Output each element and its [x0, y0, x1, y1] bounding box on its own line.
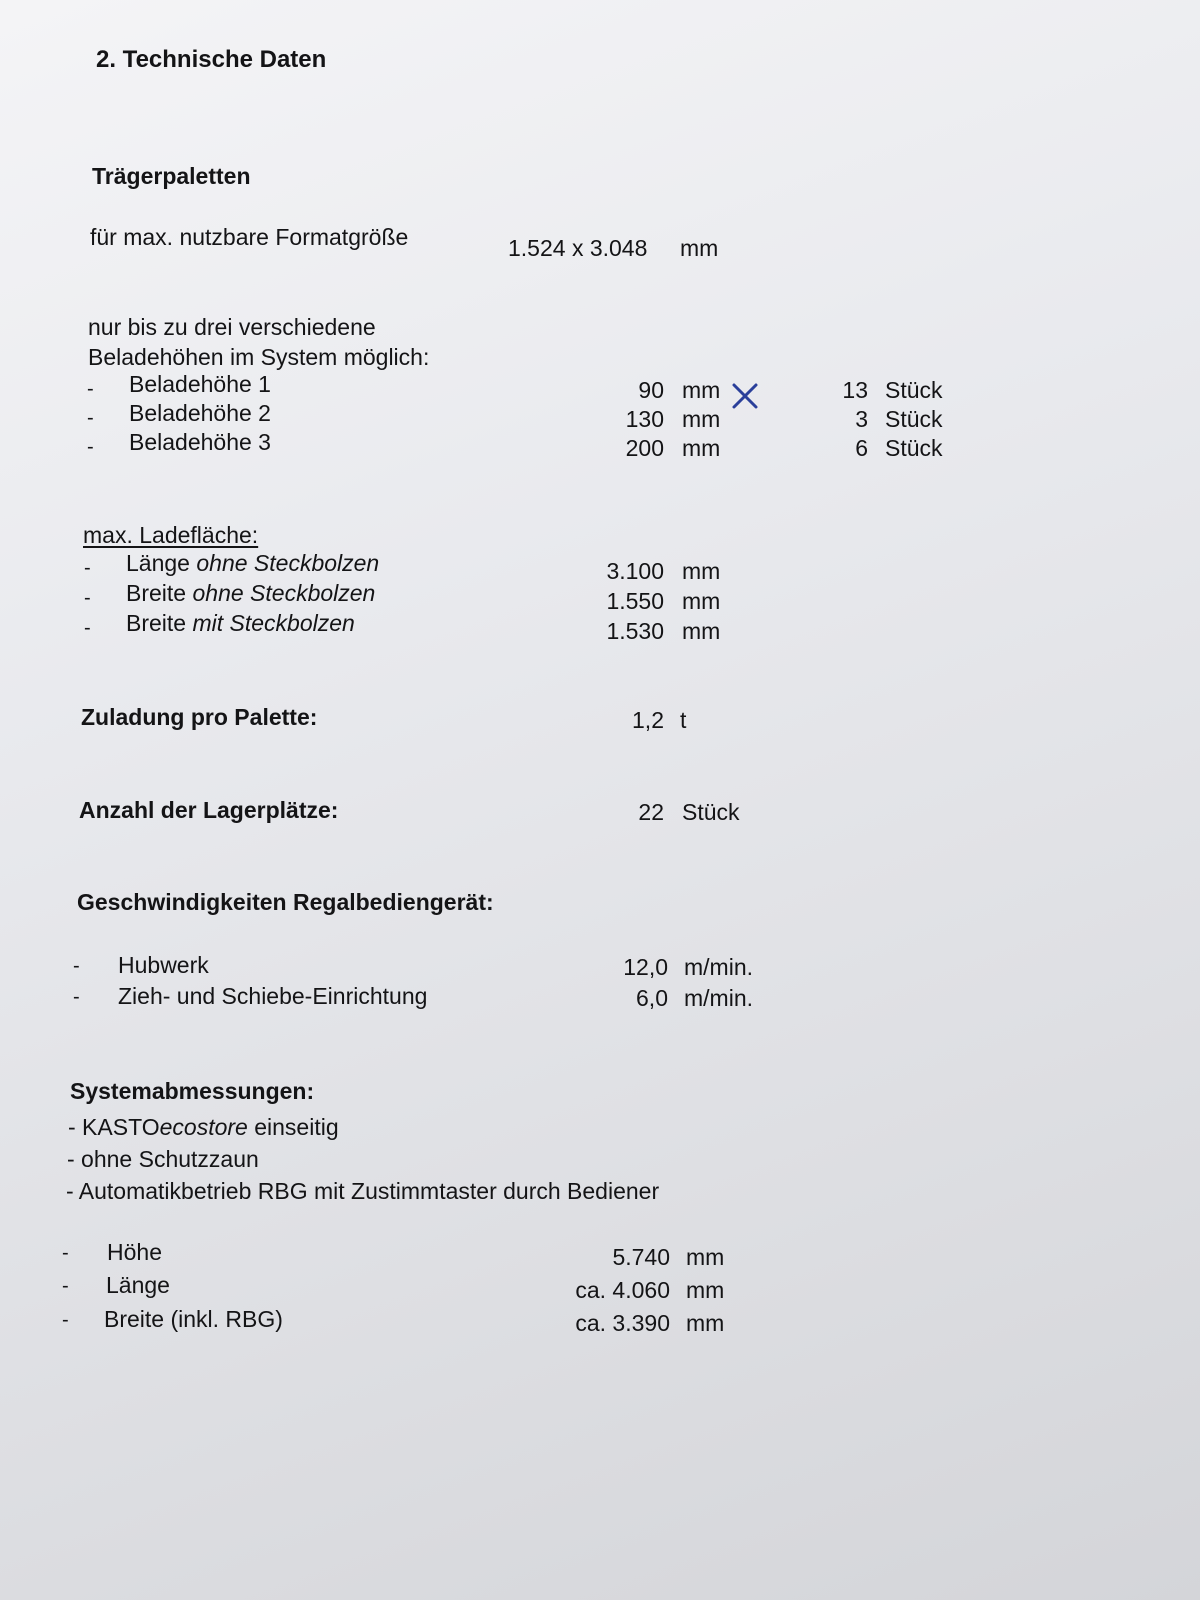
- beladehoehe-2-value: 130: [625, 406, 664, 432]
- ladeflaeche-item-qualifier: mit Steckbolzen: [192, 610, 355, 636]
- format-unit: mm: [680, 235, 719, 261]
- zuladung-label: Zuladung pro Palette:: [81, 704, 318, 730]
- laenge-unit: mm: [686, 1277, 725, 1303]
- hubwerk-label: Hubwerk: [118, 952, 209, 978]
- beladehoehe-3-label: Beladehöhe 3: [129, 429, 271, 455]
- system-line-prefix: - KASTO: [68, 1114, 160, 1140]
- ladeflaeche-item-breite-ohne: [126, 579, 375, 607]
- hubwerk-unit: m/min.: [684, 954, 753, 980]
- zuladung-value: 1,2: [632, 707, 664, 733]
- list-dash: -: [87, 436, 94, 458]
- beladehoehe-1-value: 90: [638, 377, 664, 403]
- beladehoehe-2-unit: mm: [682, 406, 721, 432]
- list-dash: -: [73, 955, 80, 977]
- beladehoehe-1-count-unit: Stück: [885, 377, 943, 403]
- traegerpaletten-title: Trägerpaletten: [92, 163, 251, 189]
- ladeflaeche-item-label: Breite: [126, 610, 193, 636]
- system-line-brand: ecostore: [159, 1114, 248, 1140]
- format-label: für max. nutzbare Formatgröße: [90, 224, 409, 250]
- ladeflaeche-item-qualifier: ohne Steckbolzen: [192, 580, 376, 606]
- ladeflaeche-item-label: Länge: [126, 550, 197, 576]
- systemabmessungen-title: Systemabmessungen:: [70, 1078, 315, 1104]
- beladehoehe-2-label: Beladehöhe 2: [129, 400, 271, 426]
- zieh-schiebe-label: Zieh- und Schiebe-Einrichtung: [118, 983, 428, 1009]
- ladeflaeche-laenge-value: 3.100: [606, 558, 664, 584]
- hoehe-unit: mm: [686, 1244, 725, 1270]
- beladehoehe-3-count-unit: Stück: [885, 435, 943, 461]
- list-dash: -: [87, 407, 94, 429]
- list-dash: -: [62, 1242, 69, 1264]
- list-dash: -: [84, 617, 91, 639]
- list-dash: -: [73, 986, 80, 1008]
- zieh-schiebe-value: 6,0: [636, 985, 668, 1011]
- beladehoehe-3-unit: mm: [682, 435, 721, 461]
- hoehe-value: 5.740: [612, 1244, 670, 1270]
- list-dash: -: [87, 378, 94, 400]
- cross-mark-icon: [731, 382, 759, 410]
- ladeflaeche-laenge-unit: mm: [682, 558, 721, 584]
- ladeflaeche-item-label: Breite: [126, 580, 193, 606]
- beladehoehe-1-count: 13: [842, 377, 868, 403]
- beladehoehen-intro-1: nur bis zu drei verschiedene: [88, 314, 376, 340]
- lagerplaetze-value: 22: [638, 799, 664, 825]
- ladeflaeche-item-qualifier: ohne Steckbolzen: [196, 550, 380, 576]
- lagerplaetze-unit: Stück: [682, 799, 740, 825]
- list-dash: -: [84, 557, 91, 579]
- ladeflaeche-title: max. Ladefläche:: [83, 522, 259, 548]
- zuladung-unit: t: [680, 707, 687, 733]
- system-line-automatik: - Automatikbetrieb RBG mit Zustimmtaster durch Bediener: [66, 1178, 660, 1204]
- beladehoehe-3-value: 200: [625, 435, 664, 461]
- system-line-schutzzaun: - ohne Schutzzaun: [67, 1146, 259, 1172]
- breite-unit: mm: [686, 1310, 725, 1336]
- section-heading: 2. Technische Daten: [96, 46, 327, 73]
- format-value: 1.524 x 3.048: [508, 235, 648, 261]
- ladeflaeche-item-laenge: [126, 549, 379, 577]
- list-dash: -: [62, 1275, 69, 1297]
- list-dash: -: [84, 587, 91, 609]
- ladeflaeche-breite-ohne-unit: mm: [682, 588, 721, 614]
- beladehoehe-3-count: 6: [855, 435, 868, 461]
- lagerplaetze-label: Anzahl der Lagerplätze:: [79, 797, 339, 823]
- ladeflaeche-item-breite-mit: [126, 609, 355, 637]
- ladeflaeche-breite-ohne-value: 1.550: [606, 588, 664, 614]
- hubwerk-value: 12,0: [623, 954, 668, 980]
- laenge-value: ca. 4.060: [575, 1277, 670, 1303]
- laenge-label: Länge: [106, 1272, 170, 1298]
- ladeflaeche-breite-mit-unit: mm: [682, 618, 721, 644]
- beladehoehe-1-label: Beladehöhe 1: [129, 371, 271, 397]
- beladehoehe-2-count-unit: Stück: [885, 406, 943, 432]
- list-dash: -: [62, 1309, 69, 1331]
- breite-label: Breite (inkl. RBG): [104, 1306, 283, 1332]
- geschwindigkeiten-title: Geschwindigkeiten Regalbediengerät:: [77, 889, 494, 915]
- zieh-schiebe-unit: m/min.: [684, 985, 753, 1011]
- beladehoehe-1-unit: mm: [682, 377, 721, 403]
- ladeflaeche-breite-mit-value: 1.530: [606, 618, 664, 644]
- hoehe-label: Höhe: [107, 1239, 162, 1265]
- beladehoehe-2-count: 3: [855, 406, 868, 432]
- beladehoehen-intro-2: Beladehöhen im System möglich:: [88, 344, 430, 370]
- system-line-suffix: einseitig: [247, 1114, 339, 1140]
- breite-value: ca. 3.390: [575, 1310, 670, 1336]
- system-line-kasto: [68, 1113, 339, 1141]
